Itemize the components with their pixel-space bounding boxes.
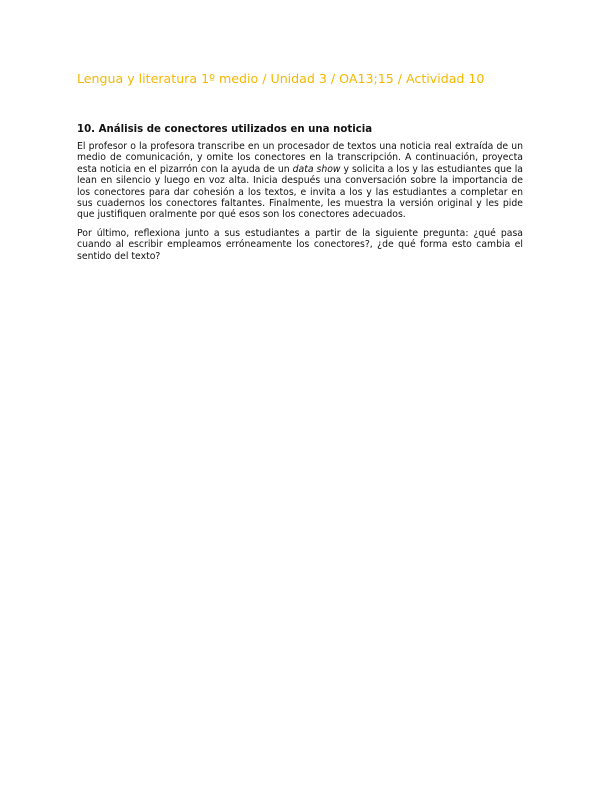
activity-content (77, 123, 523, 269)
paragraph-1-text-before: El profesor o la profesora transcribe en un procesador de textos una noticia real extraída de un medio de comunicación, y omite los conectores en la transcripción. A continuación, proyecta esta noticia en el pizarrón con la ayuda de un (77, 141, 523, 175)
activity-paragraph-1 (77, 141, 523, 221)
page-header-breadcrumb: Lengua y literatura 1º medio / Unidad 3 / OA13;15 / Actividad 10 (77, 71, 485, 86)
activity-title: 10. Análisis de conectores utilizados en una noticia (77, 124, 373, 135)
paragraph-1-emphasis: data show (292, 163, 341, 175)
activity-paragraph-2: Por último, reflexiona junto a sus estudiantes a partir de la siguiente pregunta: ¿qué pasa cuando al escribir empleamos erróneamente los conectores?, ¿de qué forma esto cambia el sentido del texto? (77, 227, 523, 262)
paragraph-1-text-after: y solicita a los y las estudiantes que la lean en silencio y luego en voz alta. Inicia después una conversación sobre la importancia de los conectores para dar cohesión a los textos, e invita a los y las estudiantes a completar en sus cuadernos los conectores faltantes. Finalmente, les muestra la versión original y les pide que justifiquen oralmente por qué esos son los conectores adecuados. (77, 163, 523, 221)
